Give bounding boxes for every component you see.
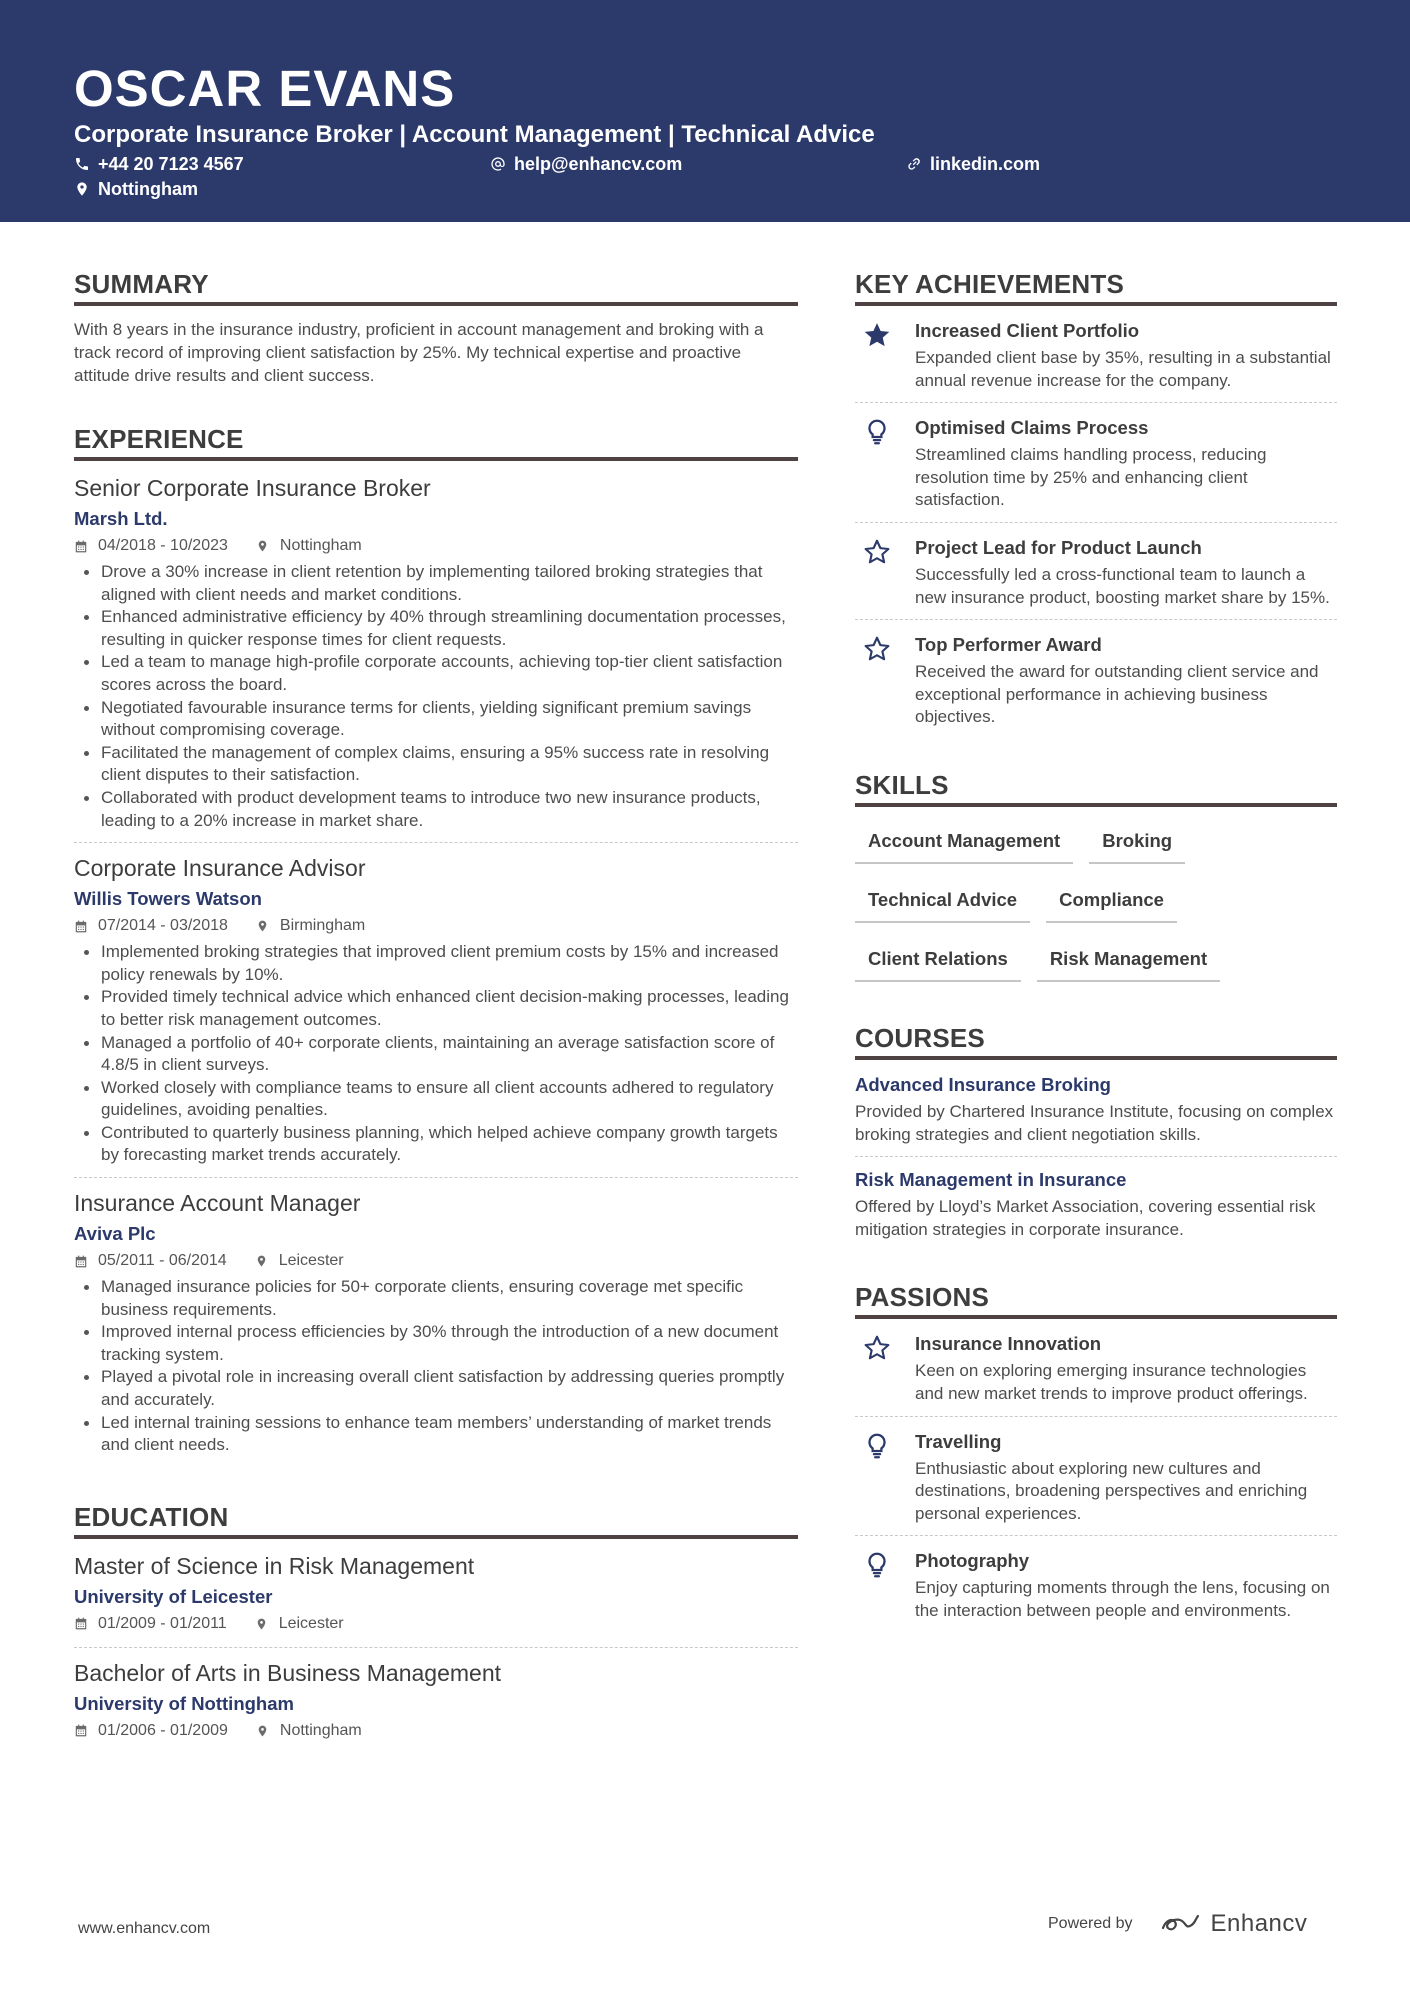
bullet-item: Played a pivotal role in increasing overall client satisfaction by addressing queries promptly and accurately. <box>74 1366 798 1411</box>
lightbulb-icon <box>862 1550 892 1580</box>
skill-tag: Broking <box>1089 821 1185 864</box>
job-meta <box>74 915 798 937</box>
job-dates: 05/2011 - 06/2014 <box>98 1252 227 1270</box>
footer-website-link[interactable]: www.enhancv.com <box>78 1920 211 1937</box>
achievement-title: Increased Client Portfolio <box>915 320 1140 341</box>
job-bullets <box>74 941 798 1167</box>
bullet-item: Implemented broking strategies that improved client premium costs by 15% and increased policy renewals by 10%. <box>74 941 798 986</box>
achievement-title: Top Performer Award <box>915 634 1102 656</box>
education-location-text: Nottingham <box>279 1721 362 1739</box>
experience-entry <box>74 843 798 1178</box>
passion-title: Insurance Innovation <box>915 1333 1102 1355</box>
achievement-icon-wrap <box>855 535 915 609</box>
job-meta <box>74 535 798 557</box>
calendar-icon <box>74 1254 88 1269</box>
education-dates: 01/2006 - 01/2009 <box>98 1721 228 1739</box>
enhancv-logo-icon <box>1159 1912 1203 1936</box>
company-name: Willis Towers Watson <box>74 888 262 910</box>
achievement-desc: Streamlined claims handling process, reducing resolution time by 25% and enhancing client satisfaction. <box>915 445 1267 510</box>
achievement-title: Optimised Claims Process <box>915 417 1149 439</box>
bullet-item: Enhanced administrative efficiency by 40% through streamlining documentation processes, resulting in quicker response times for client requests. <box>74 606 798 651</box>
star-outline-icon <box>862 537 892 567</box>
achievements-title: KEY ACHIEVEMENTS <box>855 268 1337 306</box>
education-dates: 01/2009 - 01/2011 <box>98 1614 227 1632</box>
summary-section <box>74 268 798 387</box>
job-dates: 07/2014 - 03/2018 <box>98 917 228 935</box>
contact-linkedin[interactable] <box>906 153 1040 175</box>
star-filled-icon <box>862 320 892 350</box>
job-dates: 04/2018 - 10/2023 <box>98 537 228 554</box>
achievement-body <box>915 535 1337 609</box>
education-title: EDUCATION <box>74 1501 798 1539</box>
location-pin-icon <box>255 1616 268 1632</box>
achievement-body <box>915 632 1337 729</box>
passion-item <box>855 1319 1337 1416</box>
candidate-name: OSCAR EVANS <box>74 60 456 117</box>
passion-icon-wrap <box>855 1331 915 1405</box>
contact-location <box>74 178 198 200</box>
education-entry <box>74 1648 798 1752</box>
achievement-title: Project Lead for Product Launch <box>915 536 1202 558</box>
achievement-icon-wrap <box>855 415 915 512</box>
education-section <box>74 1501 798 1752</box>
school-name: University of Leicester <box>74 1585 273 1607</box>
achievement-item <box>855 523 1337 620</box>
location-pin-icon <box>74 181 90 197</box>
location-text: Nottingham <box>98 179 198 199</box>
skills-title: SKILLS <box>855 769 1337 807</box>
school-name: University of Nottingham <box>74 1692 294 1714</box>
resume-header <box>0 0 1410 222</box>
bullet-item: Negotiated favourable insurance terms for clients, yielding significant premium savings without compromising coverage. <box>74 697 798 742</box>
bullet-item: Drove a 30% increase in client retention by implementing tailored broking strategies that aligned with client needs and market conditions. <box>74 561 798 606</box>
course-title: Risk Management in Insurance <box>855 1169 1127 1191</box>
brand-name: Enhancv <box>1210 1910 1308 1937</box>
course-item <box>855 1060 1337 1157</box>
star-outline-icon <box>862 1333 892 1363</box>
education-entry <box>74 1539 798 1648</box>
job-meta <box>74 1250 798 1272</box>
achievement-item <box>855 403 1337 523</box>
job-bullets <box>74 1276 798 1457</box>
company-name: Aviva Plc <box>74 1223 156 1245</box>
phone-text: +44 20 7123 4567 <box>98 154 244 174</box>
bullet-item: Worked closely with compliance teams to ensure all client accounts adhered to regulatory guidelines, avoiding penalties. <box>74 1077 798 1122</box>
calendar-icon <box>74 1616 88 1631</box>
degree-title: Master of Science in Risk Management <box>74 1552 475 1579</box>
passion-desc: Keen on exploring emerging insurance technologies and new market trends to improve product offerings. <box>915 1361 1308 1403</box>
link-icon <box>906 156 922 172</box>
passion-body <box>915 1548 1337 1622</box>
experience-title: EXPERIENCE <box>74 423 798 461</box>
enhancv-logo[interactable] <box>1159 1910 1308 1938</box>
passion-item <box>855 1417 1337 1537</box>
bullet-item: Collaborated with product development teams to introduce two new insurance products, leading to a 20% increase in market share. <box>74 787 798 832</box>
location-pin-icon <box>255 1253 268 1269</box>
job-location-text: Birmingham <box>279 917 366 935</box>
skill-tag: Compliance <box>1046 880 1177 923</box>
education-meta <box>74 1613 798 1635</box>
bullet-item: Contributed to quarterly business planning, which helped achieve company growth targets by forecasting market trends accurately. <box>74 1122 798 1167</box>
passion-desc: Enthusiastic about exploring new cultures and destinations, broadening perspectives and enriching personal experiences. <box>915 1458 1308 1523</box>
location-pin-icon <box>256 538 269 554</box>
course-desc: Offered by Lloyd’s Market Association, covering essential risk mitigation strategies in corporate insurance. <box>855 1197 1316 1239</box>
achievement-item <box>855 306 1337 403</box>
summary-text: With 8 years in the insurance industry, proficient in account management and broking with a track record of improving client satisfaction by 25%. My technical expertise and proactive attitude drive results and client success. <box>74 320 764 385</box>
bullet-item: Facilitated the management of complex claims, ensuring a 95% success rate in resolving client disputes to their satisfaction. <box>74 742 798 787</box>
education-location <box>255 1613 344 1635</box>
experience-section <box>74 423 798 1467</box>
passion-icon-wrap <box>855 1429 915 1526</box>
education-location-text: Leicester <box>278 1614 344 1632</box>
achievements-section <box>855 268 1337 739</box>
achievement-body <box>915 318 1337 392</box>
contact-email[interactable] <box>490 153 682 175</box>
achievement-desc: Successfully led a cross-functional team to launch a new insurance product, boosting market share by 15%. <box>915 564 1330 607</box>
at-icon <box>490 156 506 172</box>
bullet-item: Managed insurance policies for 50+ corporate clients, ensuring coverage met specific business requirements. <box>74 1276 798 1321</box>
lightbulb-icon <box>862 417 892 447</box>
powered-by-text: Powered by <box>1048 1915 1133 1932</box>
passion-body <box>915 1429 1337 1526</box>
achievement-item <box>855 620 1337 739</box>
job-title: Insurance Account Manager <box>74 1190 361 1217</box>
course-item <box>855 1157 1337 1251</box>
footer-branding <box>1048 1910 1307 1938</box>
job-bullets <box>74 561 798 832</box>
job-location <box>256 915 365 937</box>
skill-tag: Account Management <box>855 821 1073 864</box>
bullet-item: Managed a portfolio of 40+ corporate clients, maintaining an average satisfaction score of 4.8/5 in client surveys. <box>74 1032 798 1077</box>
company-name: Marsh Ltd. <box>74 508 168 529</box>
contact-phone[interactable] <box>74 153 244 175</box>
courses-title: COURSES <box>855 1022 1337 1060</box>
candidate-headline: Corporate Insurance Broker | Account Management | Technical Advice <box>74 121 875 148</box>
job-title: Senior Corporate Insurance Broker <box>74 475 431 501</box>
achievement-icon-wrap <box>855 318 915 392</box>
course-title: Advanced Insurance Broking <box>855 1073 1111 1095</box>
passion-icon-wrap <box>855 1548 915 1622</box>
achievement-icon-wrap <box>855 632 915 729</box>
skills-section <box>855 769 1337 998</box>
achievement-desc: Expanded client base by 35%, resulting in a substantial annual revenue increase for the company. <box>915 348 1331 390</box>
skill-tag: Technical Advice <box>855 880 1030 923</box>
bullet-item: Improved internal process efficiencies by 30% through the introduction of a new document tracking system. <box>74 1321 798 1366</box>
bullet-item: Led a team to manage high-profile corporate accounts, achieving top-tier client satisfaction scores across the board. <box>74 651 798 696</box>
job-title: Corporate Insurance Advisor <box>74 855 366 882</box>
lightbulb-icon <box>862 1431 892 1461</box>
passion-item <box>855 1536 1337 1632</box>
passion-title: Travelling <box>915 1430 1002 1452</box>
courses-section <box>855 1022 1337 1251</box>
bullet-item: Led internal training sessions to enhance team members’ understanding of market trends and client needs. <box>74 1412 798 1457</box>
phone-icon <box>74 156 90 172</box>
passions-title: PASSIONS <box>855 1281 1337 1319</box>
location-pin-icon <box>256 1723 269 1739</box>
passion-title: Photography <box>915 1550 1030 1572</box>
course-desc: Provided by Chartered Insurance Institute, focusing on complex broking strategies and client negotiation skills. <box>855 1101 1334 1144</box>
education-location <box>256 1720 362 1742</box>
left-column <box>74 268 798 1752</box>
job-location-text: Nottingham <box>279 537 362 554</box>
calendar-icon <box>74 1723 88 1738</box>
passions-section <box>855 1281 1337 1632</box>
calendar-icon <box>74 539 88 554</box>
degree-title: Bachelor of Arts in Business Management <box>74 1659 502 1686</box>
bullet-item: Provided timely technical advice which enhanced client decision-making processes, leading to better risk management outcomes. <box>74 986 798 1031</box>
star-outline-icon <box>862 634 892 664</box>
location-pin-icon <box>256 918 269 934</box>
job-location <box>255 1250 344 1272</box>
job-location-text: Leicester <box>278 1252 344 1270</box>
education-meta <box>74 1720 798 1742</box>
linkedin-text: linkedin.com <box>930 154 1041 174</box>
achievement-desc: Received the award for outstanding client service and exceptional performance in achieving business objectives. <box>915 662 1319 727</box>
job-location <box>256 535 362 557</box>
summary-title: SUMMARY <box>74 268 798 306</box>
achievement-body <box>915 415 1337 512</box>
skill-tag: Client Relations <box>855 939 1021 982</box>
right-column <box>855 268 1337 1632</box>
calendar-icon <box>74 919 88 934</box>
experience-entry <box>74 1178 798 1467</box>
experience-entry <box>74 461 798 843</box>
passion-body <box>915 1331 1337 1405</box>
passion-desc: Enjoy capturing moments through the lens, focusing on the interaction between people and environments. <box>915 1578 1330 1620</box>
email-text: help@enhancv.com <box>514 154 683 174</box>
skills-list <box>855 821 1337 998</box>
skill-tag: Risk Management <box>1037 939 1220 982</box>
